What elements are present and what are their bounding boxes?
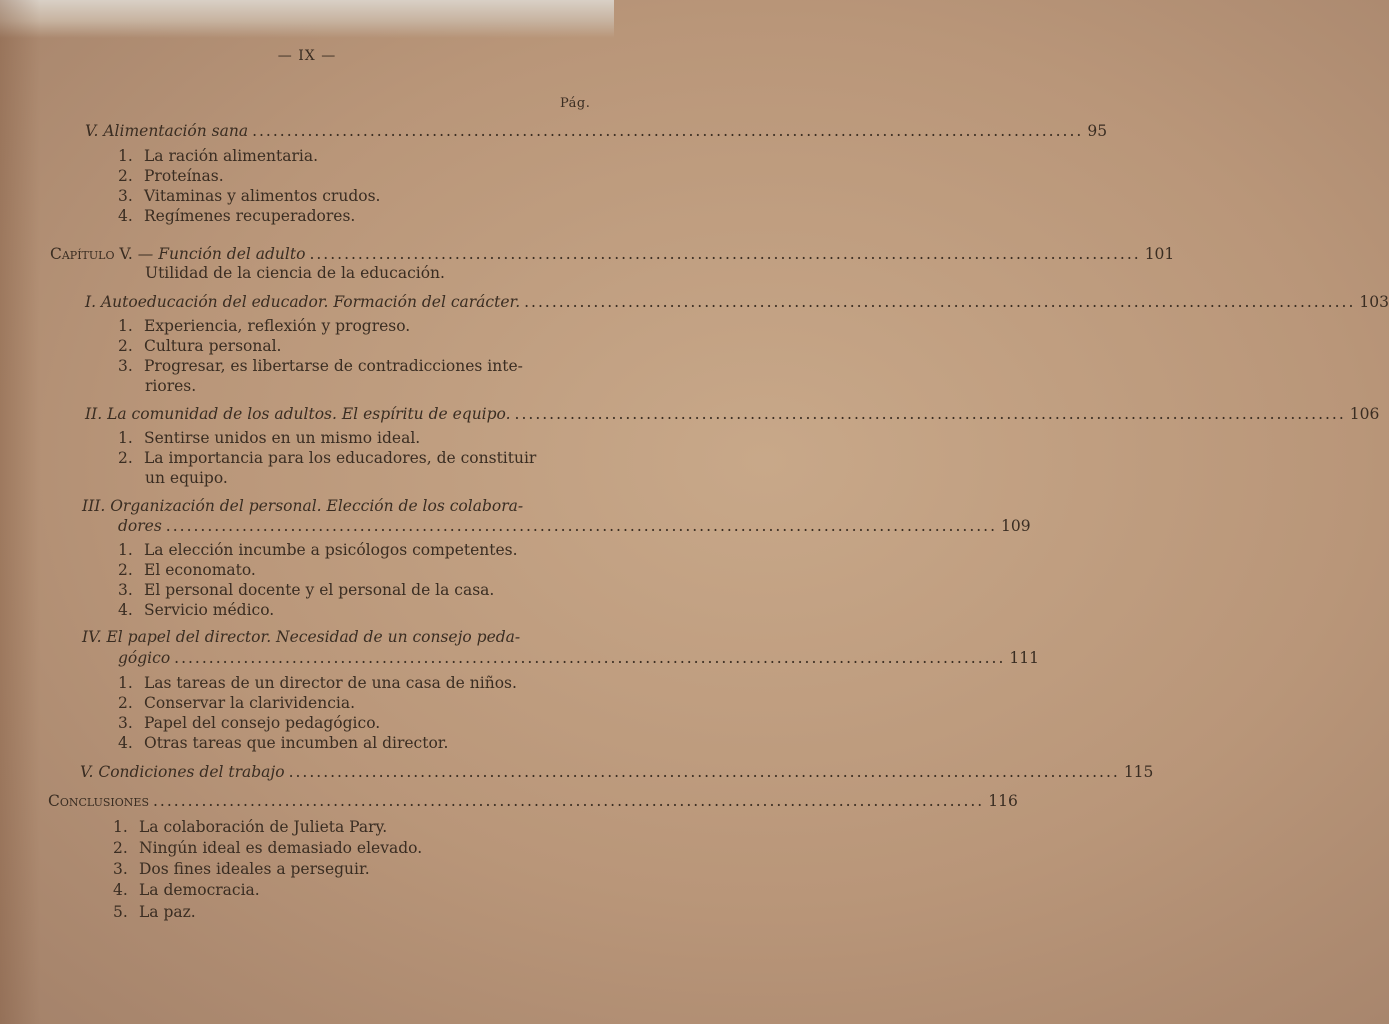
toc-item: 3. Dos fines ideales a perseguir. bbox=[113, 860, 370, 878]
toc-conclusiones bbox=[48, 792, 1018, 810]
toc-page-number: 115 bbox=[1123, 763, 1154, 781]
page-column-label: Pág. bbox=[560, 96, 591, 111]
toc-item: 4. Regímenes recuperadores. bbox=[118, 207, 356, 225]
dot-leader: ........................................................................................................................ bbox=[174, 649, 1006, 667]
toc-item: 4. Servicio médico. bbox=[118, 601, 275, 619]
toc-page-number: 95 bbox=[1087, 122, 1108, 140]
toc-item: 5. La paz. bbox=[113, 903, 196, 921]
dot-leader: ........................................................................................................................ bbox=[252, 122, 1084, 140]
toc-item: 1. La ración alimentaria. bbox=[118, 147, 319, 165]
toc-item: 2. Ningún ideal es demasiado elevado. bbox=[113, 839, 423, 857]
page-left-shadow bbox=[0, 0, 40, 1024]
toc-chapter-5 bbox=[50, 245, 1175, 263]
toc-item: 1. Las tareas de un director de una casa de niños. bbox=[118, 674, 517, 692]
toc-page-number: 106 bbox=[1349, 405, 1380, 423]
toc-item: 2. El economato. bbox=[118, 561, 256, 579]
toc-text-line: Utilidad de la ciencia de la educación. bbox=[145, 264, 445, 282]
toc-item: 1. Experiencia, reflexión y progreso. bbox=[118, 317, 411, 335]
dot-leader: ........................................................................................................................ bbox=[165, 517, 998, 535]
toc-item: 2. La importancia para los educadores, de constituir bbox=[118, 449, 537, 467]
toc-item: 3. Papel del consejo pedagógico. bbox=[118, 714, 381, 732]
toc-item: 1. La elección incumbe a psicólogos competentes. bbox=[118, 541, 518, 559]
toc-item: 4. Otras tareas que incumben al director. bbox=[118, 734, 449, 752]
dot-leader: ........................................................................................................................ bbox=[309, 245, 1141, 263]
dot-leader: ........................................................................................................................ bbox=[288, 763, 1120, 781]
toc-section-title: I. Autoeducación del educador. Formación del carácter. bbox=[85, 293, 521, 311]
toc-section-alimentacion bbox=[85, 122, 1108, 140]
toc-item: 2. Cultura personal. bbox=[118, 337, 282, 355]
toc-text-line: riores. bbox=[145, 377, 197, 395]
toc-section-title: V. Alimentación sana bbox=[85, 122, 249, 140]
toc-section-title-cont: gógico bbox=[118, 649, 171, 667]
toc-section-title: V. Condiciones del trabajo bbox=[80, 763, 285, 781]
toc-section-title: III. Organización del personal. Elección de los colabora- bbox=[82, 497, 524, 515]
toc-page-number: 116 bbox=[988, 792, 1018, 810]
toc-item: 2. Proteínas. bbox=[118, 167, 224, 185]
toc-section-title: II. La comunidad de los adultos. El espíritu de equipo. bbox=[85, 405, 511, 423]
toc-item: 3. Vitaminas y alimentos crudos. bbox=[118, 187, 381, 205]
toc-page-number: 111 bbox=[1009, 649, 1039, 667]
conclusiones-label: Conclusiones bbox=[48, 792, 149, 810]
toc-page-number: 103 bbox=[1359, 293, 1389, 311]
chapter-title: — Función del adulto bbox=[137, 245, 306, 263]
toc-section-condiciones bbox=[80, 763, 1154, 781]
toc-section-director bbox=[118, 649, 1039, 667]
toc-page-number: 101 bbox=[1144, 245, 1175, 263]
page-top-edge bbox=[0, 0, 614, 38]
toc-item: 1. La colaboración de Julieta Pary. bbox=[113, 818, 388, 836]
toc-page-number: 109 bbox=[1001, 517, 1031, 535]
dot-leader: ........................................................................................................................ bbox=[152, 792, 985, 810]
toc-section-comunidad bbox=[85, 405, 1380, 423]
dot-leader: ........................................................................................................................ bbox=[524, 293, 1356, 311]
toc-section-autoeducacion bbox=[85, 293, 1389, 311]
toc-item: 3. El personal docente y el personal de la casa. bbox=[118, 581, 495, 599]
toc-text-line: un equipo. bbox=[145, 469, 228, 487]
toc-item: 4. La democracia. bbox=[113, 881, 260, 899]
chapter-label: Capítulo V. bbox=[50, 245, 133, 263]
toc-section-organizacion bbox=[118, 517, 1031, 535]
page-number: — IX — bbox=[277, 48, 337, 64]
toc-item: 3. Progresar, es libertarse de contradicciones inte- bbox=[118, 357, 523, 375]
dot-leader: ........................................................................................................................ bbox=[514, 405, 1346, 423]
toc-item: 2. Conservar la clarividencia. bbox=[118, 694, 356, 712]
toc-section-title: IV. El papel del director. Necesidad de un consejo peda- bbox=[82, 628, 521, 646]
toc-section-title-cont: dores bbox=[118, 517, 162, 535]
toc-item: 1. Sentirse unidos en un mismo ideal. bbox=[118, 429, 421, 447]
